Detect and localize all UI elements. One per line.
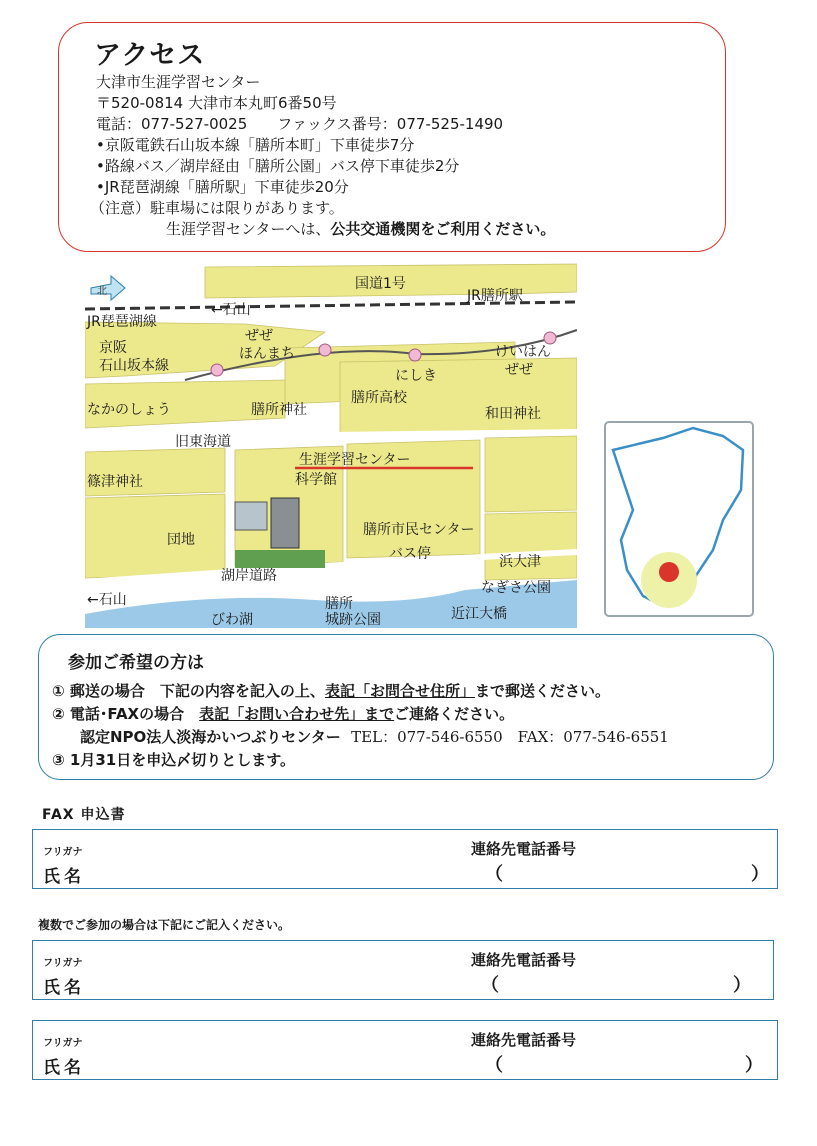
item-phone-suffix: ご連絡ください。 <box>394 705 515 723</box>
item-phone-prefix: ② 電話･FAXの場合 <box>52 705 200 723</box>
shiga-mini-map <box>603 420 755 618</box>
map-label-wada-shrine: 和田神社 <box>485 406 541 422</box>
access-transit-note-bold: 公共交通機関をご利用ください。 <box>330 220 556 238</box>
map-label-zeze-honmachi-2: ほんまち <box>239 346 295 362</box>
map-label-nishiki: にしき <box>395 368 437 384</box>
civic-center-icon <box>271 498 299 548</box>
map-label-ishiyama-bottom: ←石山 <box>87 592 127 608</box>
phone-open-paren: （ <box>481 975 499 996</box>
access-title: アクセス <box>94 40 206 71</box>
map-label-nagisa-park: なぎさ公園 <box>481 580 551 596</box>
map-label-jr-biwako: JR琵琶湖線 <box>87 314 157 330</box>
map-label-ishiyama-top: ←石山 <box>211 302 251 318</box>
participation-org-contact <box>80 726 669 747</box>
participation-item-phone-fax <box>52 703 514 724</box>
phone-close-paren: ） <box>733 975 751 996</box>
map-label-jr-zeze: JR膳所駅 <box>467 288 523 304</box>
furigana-label: フリガナ <box>43 1038 83 1049</box>
application-form-2 <box>32 940 774 1000</box>
map-label-hama-otsu: 浜大津 <box>499 554 541 570</box>
map-label-zeze-castle-2: 城跡公園 <box>325 612 381 628</box>
map-label-zeze-shrine: 膳所神社 <box>251 402 307 418</box>
org-name: 認定NPO法人淡海かいつぶりセンター <box>80 728 341 746</box>
participation-item-mail <box>52 680 610 701</box>
map-label-keihan-2: 石山坂本線 <box>99 358 169 374</box>
map-label-keihan-zeze-2: ぜぜ <box>505 362 533 378</box>
access-address: 〒520-0814 大津市本丸町6番50号 <box>96 94 337 112</box>
map-label-biwako: びわ湖 <box>211 612 253 628</box>
access-keihan: •京阪電鉄石山坂本線「膳所本町」下車徒歩7分 <box>96 136 415 154</box>
access-transit-note-prefix: 生涯学習センターへは、 <box>166 220 331 238</box>
map-label-danchi: 団地 <box>167 532 195 548</box>
phone-close-paren: ） <box>751 864 769 885</box>
item-mail-suffix: まで郵送ください。 <box>474 682 610 700</box>
station-keihan-zeze <box>544 332 556 344</box>
map-label-zeze-castle-1: 膳所 <box>325 596 353 612</box>
map-label-omi-bridge: 近江大橋 <box>451 606 507 622</box>
map-label-keihan-1: 京阪 <box>99 340 127 356</box>
access-jr: •JR琵琶湖線「膳所駅」下車徒歩20分 <box>96 178 349 196</box>
map-label-route1: 国道1号 <box>355 276 406 292</box>
map-label-science-museum: 科学館 <box>295 472 337 488</box>
item-phone-contact-ref: 表記「お問い合わせ先」まで <box>199 705 395 723</box>
item-mail-address-ref: 表記「お問合せ住所」 <box>324 682 475 700</box>
park-green <box>235 550 325 568</box>
science-museum-icon <box>235 502 267 530</box>
name-label: 氏名 <box>43 867 85 887</box>
area-map <box>85 262 577 628</box>
name-label: 氏名 <box>43 1058 85 1078</box>
access-facility-name: 大津市生涯学習センター <box>96 73 261 91</box>
map-label-bus-stop: バス停 <box>389 546 431 562</box>
station-zeze-honmachi <box>319 344 331 356</box>
phone-open-paren: （ <box>485 864 503 885</box>
map-label-nakanosho: なかのしょう <box>87 402 171 418</box>
mascot-icon <box>659 562 679 582</box>
map-label-civic-center: 膳所市民センター <box>363 522 475 538</box>
furigana-label: フリガナ <box>43 847 83 858</box>
map-label-kogan-road: 湖岸道路 <box>221 568 277 584</box>
map-label-old-tokaido: 旧東海道 <box>175 434 231 450</box>
application-form-1 <box>32 829 778 889</box>
phone-open-paren: （ <box>485 1055 503 1076</box>
map-label-zeze-honmachi-1: ぜぜ <box>245 328 273 344</box>
phone-label: 連絡先電話番号 <box>471 840 577 858</box>
item-mail-prefix: ① 郵送の場合 下記の内容を記入の上、 <box>52 682 325 700</box>
fax-form-title: FAX 申込書 <box>42 807 126 823</box>
station-nakanosho <box>211 364 223 376</box>
map-label-keihan-zeze-1: けいはん <box>495 344 551 360</box>
furigana-label: フリガナ <box>43 958 83 969</box>
station-nishiki <box>409 349 421 361</box>
participation-deadline: ③ 1月31日を申込〆切りとします。 <box>52 751 296 769</box>
application-form-3 <box>32 1020 778 1080</box>
name-label: 氏名 <box>43 978 85 998</box>
access-transit-note <box>166 219 555 239</box>
phone-label: 連絡先電話番号 <box>471 951 577 969</box>
phone-close-paren: ） <box>745 1055 763 1076</box>
org-tel-fax: TEL：077-546-6550 FAX：077-546-6551 <box>351 728 669 746</box>
map-label-zeze-highschool: 膳所高校 <box>351 390 407 406</box>
phone-label: 連絡先電話番号 <box>471 1031 577 1049</box>
multi-participant-note: 複数でご参加の場合は下記にご記入ください。 <box>38 918 291 932</box>
access-phone-fax: 電話：077-527-0025 ファックス番号：077-525-1490 <box>96 115 504 133</box>
access-bus: •路線バス／湖岸経由「膳所公園」バス停下車徒歩2分 <box>96 157 460 175</box>
access-parking-note: （注意）駐車場には限りがあります。 <box>90 199 344 217</box>
map-label-north: 北 <box>97 286 107 297</box>
map-label-center: 生涯学習センター <box>299 452 411 468</box>
map-label-shino-shrine: 篠津神社 <box>87 474 143 490</box>
participation-heading: 参加ご希望の方は <box>68 653 204 673</box>
